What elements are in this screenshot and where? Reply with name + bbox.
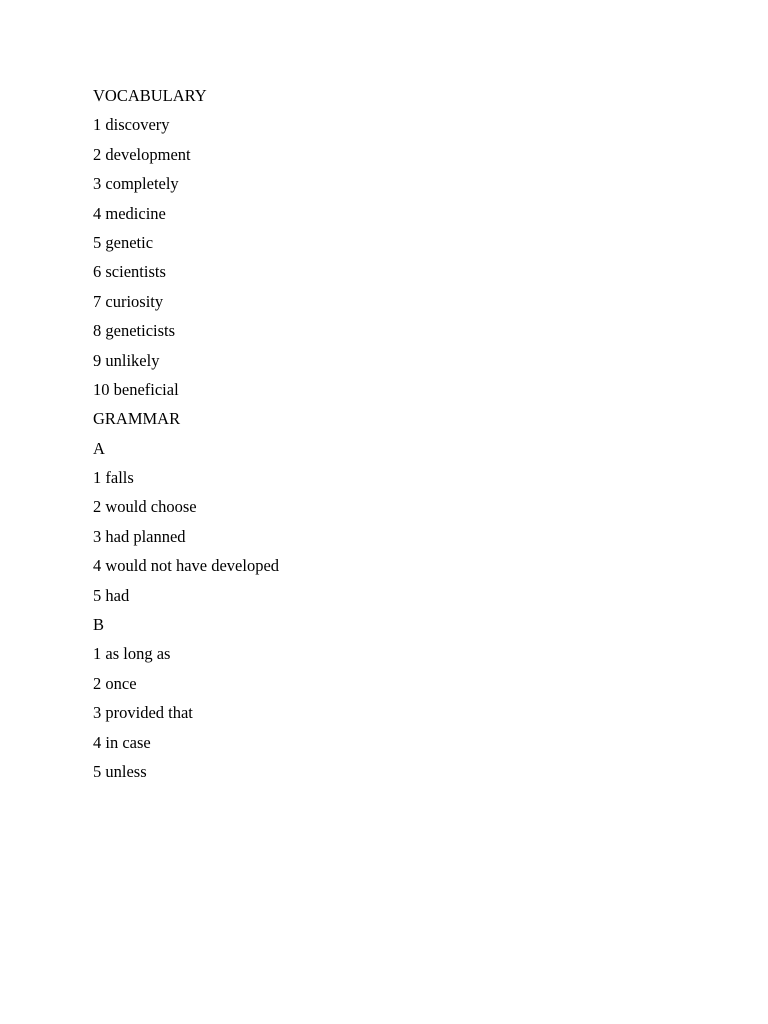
vocabulary-item: 9 unlikely (93, 350, 160, 370)
grammar-b-item: 5 unless (93, 761, 147, 781)
vocabulary-item: 2 development (93, 144, 191, 164)
vocabulary-item: 10 beneficial (93, 379, 179, 399)
grammar-section-a-label: A (93, 438, 105, 458)
grammar-b-item: 4 in case (93, 732, 151, 752)
vocabulary-item: 5 genetic (93, 232, 154, 252)
grammar-section-b-label: B (93, 615, 105, 635)
vocabulary-item: 3 completely (93, 174, 179, 194)
vocabulary-item: 6 scientists (93, 262, 166, 282)
grammar-a-item: 1 falls (93, 468, 134, 488)
grammar-a-item: 4 would not have developed (93, 556, 280, 576)
vocabulary-item: 8 geneticists (93, 321, 176, 341)
vocabulary-item: 1 discovery (93, 115, 170, 135)
grammar-b-item: 2 once (93, 673, 137, 693)
grammar-a-item: 5 had (93, 585, 130, 605)
vocabulary-heading: VOCABULARY (93, 86, 207, 105)
grammar-a-item: 3 had planned (93, 526, 186, 546)
grammar-heading: GRAMMAR (93, 409, 181, 429)
grammar-b-item: 3 provided that (93, 703, 193, 723)
vocabulary-item: 7 curiosity (93, 291, 164, 311)
grammar-b-item: 1 as long as (93, 644, 171, 664)
grammar-a-item: 2 would choose (93, 497, 197, 517)
document-page (93, 86, 693, 791)
vocabulary-item: 4 medicine (93, 203, 166, 223)
